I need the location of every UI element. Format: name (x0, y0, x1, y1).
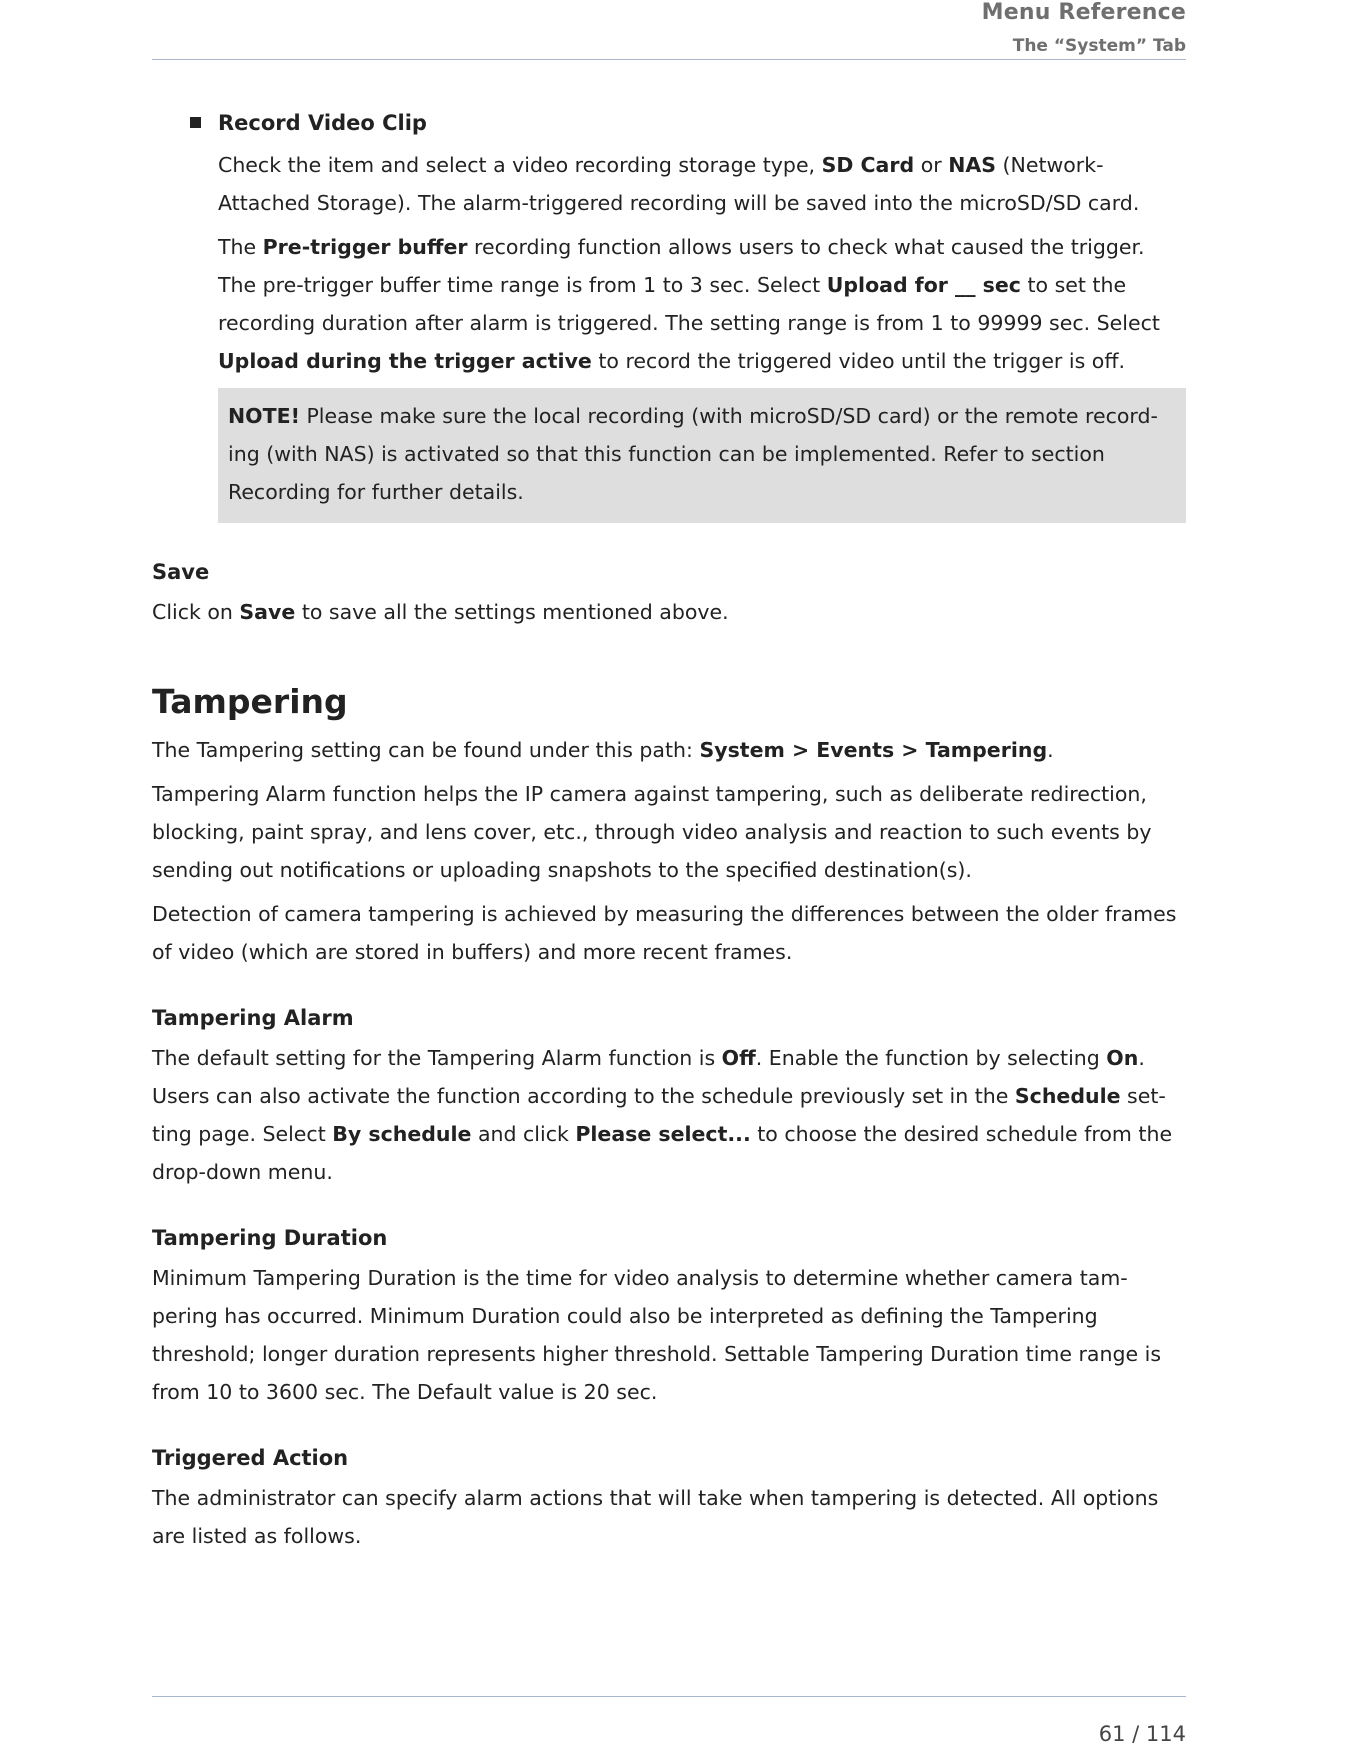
tampering-duration-heading: Tampering Duration (152, 1226, 388, 1250)
pre-trigger-buffer-term: Pre-trigger buffer (262, 235, 468, 259)
tampering-detection-paragraph: Detection of camera tampering is achieved by measuring the differences between the older frames of video (which are stored in buffers) and more recent frames. (152, 902, 1177, 964)
header-divider (152, 59, 1186, 60)
text-run: to set the recording duration after alarm is triggered. The setting range is from 1 to 99999 sec. Select (218, 273, 1160, 335)
tampering-path-paragraph (152, 731, 1186, 769)
please-select-term: Please select... (575, 1122, 751, 1146)
text-run: . Users can also activate the function according to the schedule previously set in the (152, 1046, 1145, 1108)
footer-divider (152, 1696, 1186, 1697)
text-run: . Enable the function by selecting (755, 1046, 1107, 1070)
text-run: The (218, 235, 263, 259)
tampering-alarm-heading: Tampering Alarm (152, 1006, 354, 1030)
triggered-action-heading: Triggered Action (152, 1446, 349, 1470)
tampering-section-title: Tampering (152, 682, 348, 721)
tampering-alarm-paragraph (152, 1039, 1186, 1191)
save-term: Save (239, 600, 296, 624)
text-run: or (914, 153, 949, 177)
text-run: The Tampering setting can be found under this path: (152, 738, 700, 762)
text-run: to save all the settings mentioned above. (295, 600, 729, 624)
running-header-title: Menu Reference (981, 0, 1186, 25)
by-schedule-term: By schedule (332, 1122, 472, 1146)
note-text: Please make sure the local recording (with microSD/SD card) or the remote recording (with NAS) is activated so that this function can be implemented. Refer to section Recording for further details. (228, 404, 1158, 504)
note-label: NOTE! (228, 404, 300, 428)
schedule-term: Schedule (1014, 1084, 1121, 1108)
page-content (152, 104, 1186, 1561)
text-run: setting page. Select (152, 1084, 1166, 1146)
note-box (218, 388, 1186, 523)
pre-trigger-paragraph (218, 228, 1186, 380)
tampering-intro-paragraph: Tampering Alarm function helps the IP camera against tampering, such as deliberate redirection, blocking, paint spray, and lens cover, etc., through video analysis and reaction to such events by sending out notifications or uploading snapshots to the specified destination(s). (152, 782, 1152, 882)
square-bullet-icon (190, 117, 201, 128)
text-run: and click (471, 1122, 576, 1146)
text-run: The default setting for the Tampering Alarm function is (152, 1046, 722, 1070)
page-number: 61 / 114 (1098, 1722, 1186, 1746)
tampering-duration-paragraph: Minimum Tampering Duration is the time for video analysis to determine whether camera tampering has occurred. Minimum Duration could also be interpreted as defining the Tampering threshold; longer duration represents higher threshold. Settable Tampering Duration time range is from 10 to 3600 sec. The Default value is 20 sec. (152, 1266, 1162, 1404)
text-run: Check the item and select a video recording storage type, (218, 153, 822, 177)
upload-during-trigger-term: Upload during the trigger active (218, 349, 592, 373)
nas-term: NAS (948, 153, 996, 177)
save-heading: Save (152, 560, 210, 584)
off-term: Off (721, 1046, 756, 1070)
text-run: . (1047, 738, 1054, 762)
text-run: to choose the desired schedule from the drop-down menu. (152, 1122, 1173, 1184)
triggered-action-paragraph: The administrator can specify alarm actions that will take when tampering is detected. All options are listed as follows. (152, 1486, 1159, 1548)
record-video-clip-item (152, 104, 1186, 523)
on-term: On (1106, 1046, 1139, 1070)
text-run: (Network-Attached Storage). The alarm-triggered recording will be saved into the microSD/SD card. (218, 153, 1140, 215)
running-header-subtitle: The “System” Tab (1012, 36, 1186, 56)
save-paragraph (152, 593, 1186, 631)
record-storage-paragraph (218, 146, 1186, 222)
record-video-clip-title: Record Video Clip (218, 111, 427, 135)
text-run: Click on (152, 600, 240, 624)
upload-for-sec-term: Upload for __ sec (826, 273, 1021, 297)
text-run: to record the triggered video until the trigger is off. (591, 349, 1125, 373)
tampering-path-term: System > Events > Tampering (699, 738, 1048, 762)
sd-card-term: SD Card (821, 153, 915, 177)
text-run: recording function allows users to check what caused the trigger. The pre-trigger buffer time range is from 1 to 3 sec. Select (218, 235, 1145, 297)
